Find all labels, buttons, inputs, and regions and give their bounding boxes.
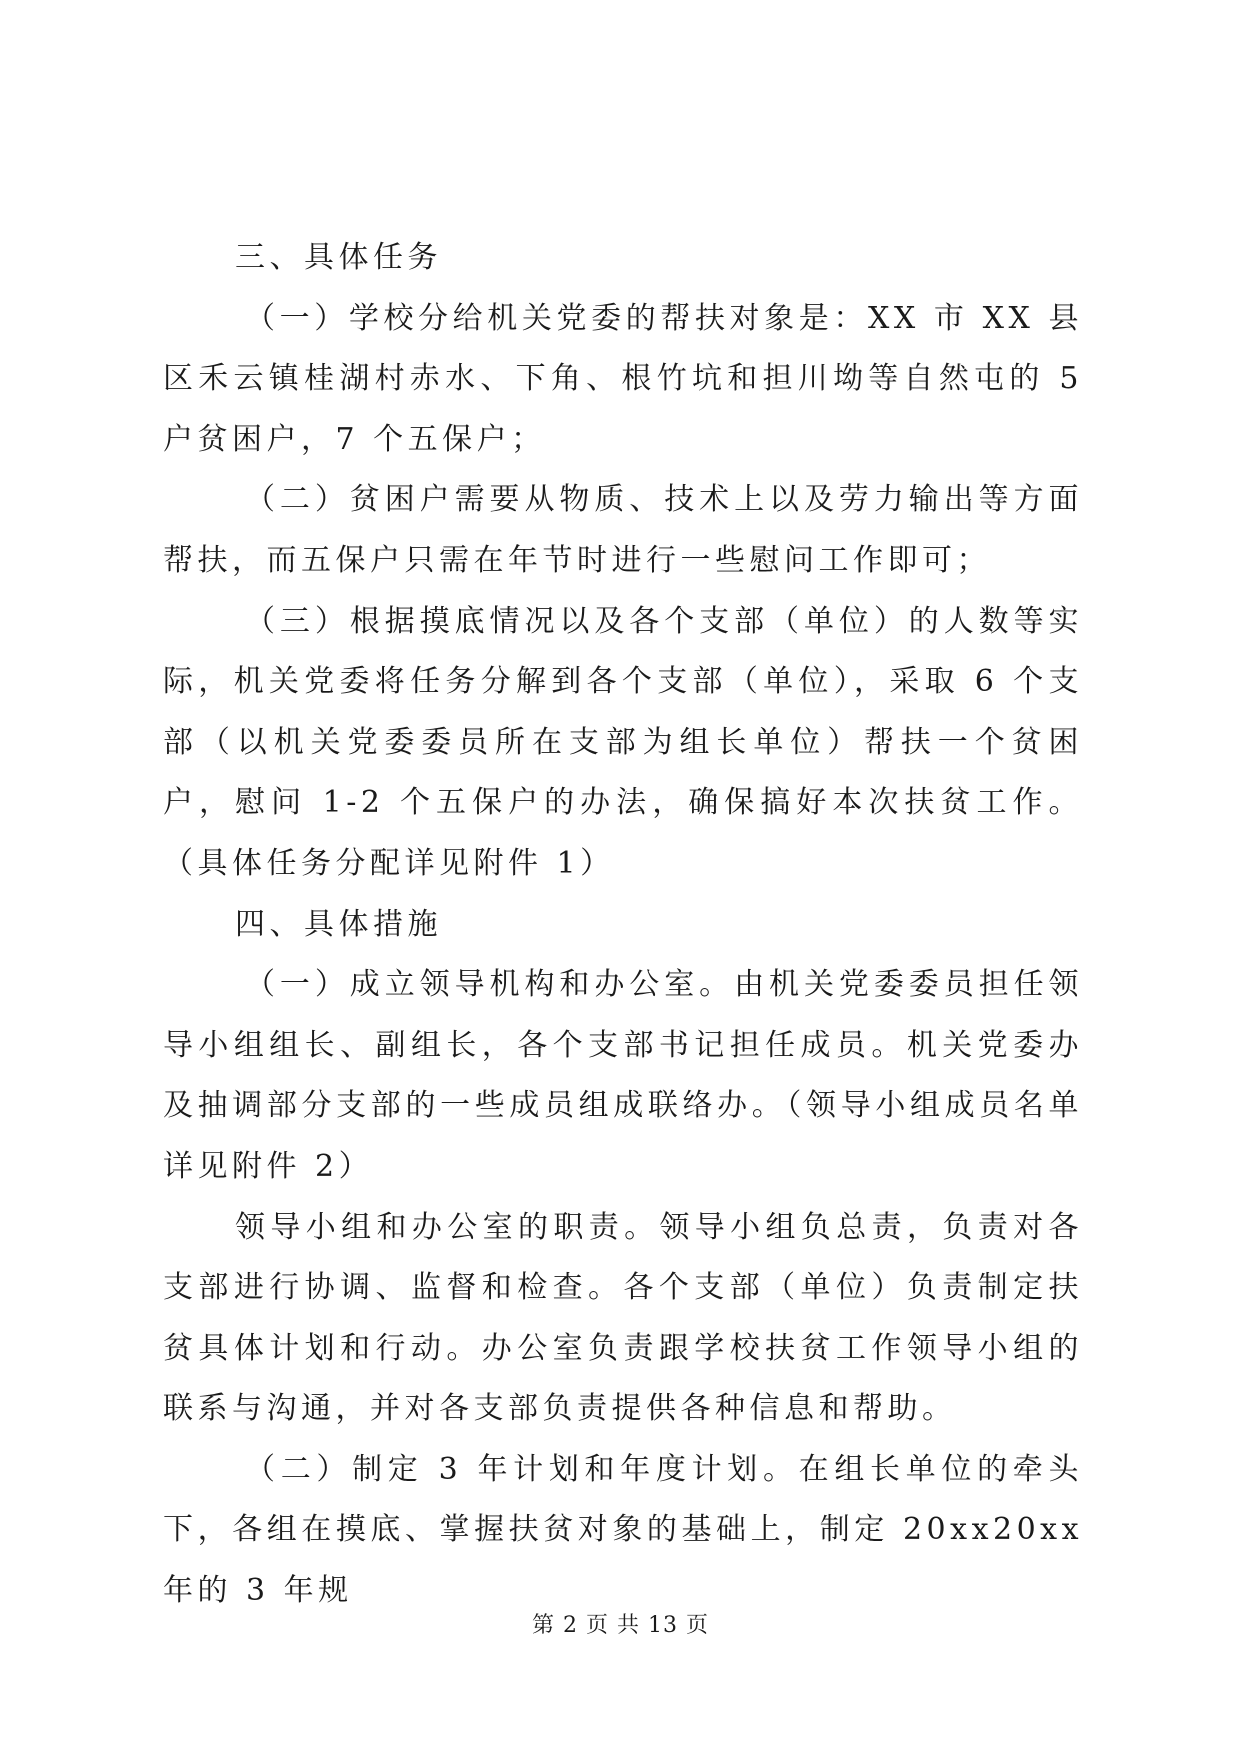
paragraph-task-2: （二）贫困户需要从物质、技术上以及劳力输出等方面帮扶，而五保户只需在年节时进行一些慰问工作即可； [163,482,1083,578]
paragraph-measure-2: （二）制定 3 年计划和年度计划。在组长单位的牵头下，各组在摸底、掌握扶贫对象的基础上，制定 20xx20xx 年的 3 年规 [163,1451,1083,1609]
document-body [163,228,1083,1622]
paragraph-measure-1: （一）成立领导机构和办公室。由机关党委委员担任领导小组组长、副组长，各个支部书记担任成员。机关党委办及抽调部分支部的一些成员组成联络办。（领导小组成员名单详见附件 2） [163,967,1083,1184]
paragraph-task-1: （一）学校分给机关党委的帮扶对象是：XX 市 XX 县区禾云镇桂湖村赤水、下角、根竹坑和担川坳等自然屯的 5 户贫困户，7 个五保户； [163,300,1083,457]
paragraph-leadership-duties: 领导小组和办公室的职责。领导小组负总责，负责对各支部进行协调、监督和检查。各个支部（单位）负责制定扶贫具体计划和行动。办公室负责跟学校扶贫工作领导小组的联系与沟通，并对各支部负责提供各种信息和帮助。 [163,1209,1083,1427]
paragraph-task-3: （三）根据摸底情况以及各个支部（单位）的人数等实际，机关党委将任务分解到各个支部（单位），采取 6 个支部（以机关党委委员所在支部为组长单位）帮扶一个贫困户，慰问 1-2 个五保户的办法，确保搞好本次扶贫工作。（具体任务分配详见附件 1） [163,603,1083,881]
section-heading-measures: 四、具体措施 [235,906,442,942]
page-number-footer: 第 2 页 共 13 页 [532,1613,709,1638]
section-heading-tasks: 三、具体任务 [235,240,442,275]
